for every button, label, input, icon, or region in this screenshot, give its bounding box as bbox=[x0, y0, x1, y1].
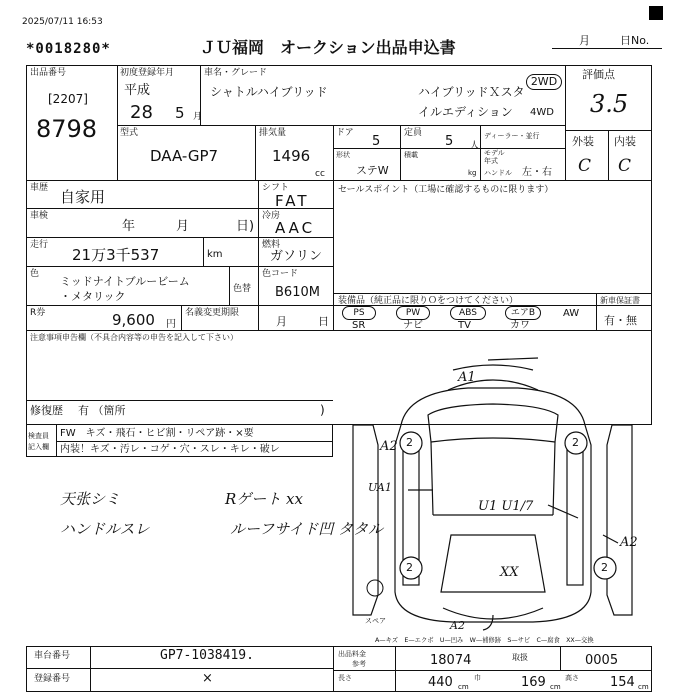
registration-label: 初度登録年月 bbox=[120, 68, 175, 78]
rating-label: 評価点 bbox=[582, 68, 615, 81]
tax-label: R券 bbox=[30, 308, 46, 318]
fuel-label: 燃料 bbox=[262, 240, 281, 250]
lot-code: [2207] bbox=[48, 92, 88, 106]
displacement-unit: cc bbox=[315, 169, 325, 179]
color-line2: ・メタリック bbox=[60, 290, 126, 303]
model-year-label1: モデル bbox=[484, 149, 505, 157]
displacement-label: 排気量 bbox=[259, 128, 287, 138]
capacity-label: 定員 bbox=[404, 128, 423, 138]
size-unit-2: cm bbox=[550, 683, 561, 691]
reg-number-value: × bbox=[202, 671, 213, 686]
handwritten-note-1a: 天张シミ bbox=[60, 490, 121, 508]
tax-value: 9,600 bbox=[112, 311, 155, 329]
color-line1: ミッドナイトブルービーム bbox=[60, 275, 190, 288]
mileage-label: 走行 bbox=[30, 240, 49, 250]
equip-sr: SR bbox=[352, 320, 366, 331]
diagram-label-a2-left: A2 bbox=[380, 439, 398, 454]
corner-marker bbox=[649, 6, 663, 20]
handwritten-note-2a: ハンドルスレ bbox=[60, 520, 150, 538]
handling-label: 取扱 bbox=[512, 653, 528, 662]
tax-unit: 円 bbox=[166, 319, 176, 330]
form-value: ステW bbox=[356, 164, 389, 177]
equip-leather: カワ bbox=[510, 320, 530, 331]
registration-era: 平成 bbox=[124, 83, 151, 98]
size-length: 440 bbox=[428, 675, 453, 690]
color-label: 色 bbox=[30, 269, 40, 279]
interior-grade: C bbox=[618, 156, 632, 176]
displacement-value: 1496 bbox=[272, 147, 311, 165]
equip-navi: ナビ bbox=[403, 320, 423, 331]
color-code-label: 色コード bbox=[262, 269, 299, 279]
handling-value: 0005 bbox=[585, 653, 619, 668]
equip-aw: AW bbox=[563, 308, 580, 319]
reg-number-label: 登録番号 bbox=[34, 674, 71, 684]
fee-label-1: 出品料金 bbox=[338, 650, 366, 658]
size-label-height: 高さ bbox=[565, 674, 579, 682]
type-value: DAA-GP7 bbox=[150, 147, 219, 165]
fee-value: 18074 bbox=[430, 653, 472, 668]
shift-label: シフト bbox=[262, 183, 290, 193]
size-unit-3: cm bbox=[638, 683, 649, 691]
inspection-label: 車検 bbox=[30, 211, 49, 221]
lot-label: 出品番号 bbox=[30, 68, 67, 78]
inspection-items-1: FW キズ・飛石・ヒビ割・リペア跡・×要 bbox=[60, 428, 254, 439]
type-label: 型式 bbox=[120, 128, 139, 138]
damage-legend: A—キズ E—エクボ U—凹み W—補修跡 S—サビ C—腐食 XX—交換 bbox=[375, 637, 594, 644]
drive-2wd: 2WD bbox=[526, 74, 562, 90]
equip-airbag: エアB bbox=[505, 306, 541, 320]
rating-score: 3.5 bbox=[590, 90, 629, 118]
chassis-label: 車台番号 bbox=[34, 651, 71, 661]
aircon-label: 冷房 bbox=[262, 211, 281, 221]
inspector-label: 検査員記入欄 bbox=[28, 432, 49, 451]
sales-point-label: セールスポイント（工場に確認するものに限ります） bbox=[338, 185, 554, 195]
model-label: 車名・グレード bbox=[204, 68, 268, 78]
mileage-value: 21万3千537 bbox=[72, 246, 160, 264]
diagram-label-xx: XX bbox=[500, 565, 519, 580]
doors-value: 5 bbox=[372, 134, 381, 149]
diagram-label-a2-bottom: A2 bbox=[450, 619, 465, 632]
inspection-items-2: 内装！キズ・汚レ・コゲ・穴・スレ・キレ・破レ bbox=[60, 444, 280, 455]
handle-label: ハンドル bbox=[484, 169, 512, 177]
repair-label: 修復歴 bbox=[30, 404, 63, 417]
color-change-label: 色替 bbox=[233, 284, 252, 294]
notes-label: 注意事項申告欄（不具合内容等の申告を記入して下さい） bbox=[30, 333, 238, 342]
equip-abs: ABS bbox=[450, 306, 486, 320]
form-number: *0018280* bbox=[26, 41, 111, 57]
equip-tv: TV bbox=[458, 320, 471, 331]
mileage-unit: km bbox=[207, 249, 223, 260]
handwritten-note-2b: ルーフサイド凹 タタル bbox=[230, 520, 383, 538]
inspection-day: 日) bbox=[236, 219, 255, 234]
diagram-label-a2-right: A2 bbox=[620, 535, 638, 550]
capacity-unit: 人 bbox=[470, 141, 480, 151]
new-warranty-label: 新車保証書 bbox=[600, 296, 640, 305]
repair-value: 有 （箇所 bbox=[78, 404, 126, 417]
size-width: 169 bbox=[521, 675, 546, 690]
equipment-label: 装備品（純正品に限りＯをつけてください） bbox=[338, 296, 519, 306]
timestamp: 2025/07/11 16:53 bbox=[22, 17, 103, 27]
tire-label-rr: 2 bbox=[601, 561, 608, 574]
diagram-label-center: U1 U1/7 bbox=[478, 499, 534, 514]
model-grade-1: ハイブリッドＸスタ bbox=[418, 85, 525, 99]
new-warranty-value: 有・無 bbox=[604, 314, 637, 327]
diagram-label-ua1: UA1 bbox=[368, 481, 392, 494]
drive-4wd: 4WD bbox=[530, 107, 554, 118]
exterior-label: 外装 bbox=[572, 135, 594, 148]
load-label: 積載 bbox=[404, 151, 418, 159]
size-unit-1: cm bbox=[458, 683, 469, 691]
handle-value: 左・右 bbox=[522, 167, 552, 178]
model-name: シャトルハイブリッド bbox=[210, 85, 328, 99]
interior-label: 内装 bbox=[614, 135, 636, 148]
fuel-value: ガソリン bbox=[270, 249, 323, 264]
aircon-value: AAC bbox=[275, 219, 316, 237]
lot-number: 8798 bbox=[36, 115, 98, 143]
tire-label-rl: 2 bbox=[406, 561, 413, 574]
name-change-month: 月 bbox=[276, 315, 287, 328]
header-month: 月 bbox=[579, 34, 590, 47]
form-title: ＪＵ福岡 オークション出品申込書 bbox=[200, 38, 456, 57]
header-line bbox=[552, 48, 662, 49]
registration-month: 5 bbox=[175, 104, 185, 122]
header-day: 日No. bbox=[620, 34, 650, 47]
size-label-length: 長さ bbox=[338, 674, 352, 682]
inspection-month: 月 bbox=[176, 219, 190, 234]
name-change-label: 名義変更期限 bbox=[185, 308, 240, 318]
history-label: 車歴 bbox=[30, 183, 49, 193]
model-grade-2: イルエディション bbox=[418, 105, 513, 119]
diagram-label-a1-top: A1 bbox=[458, 370, 476, 385]
color-code-value: B610M bbox=[275, 285, 320, 300]
fee-label-2: 参考 bbox=[352, 660, 366, 668]
capacity-value: 5 bbox=[445, 134, 454, 149]
doors-label: ドア bbox=[336, 128, 354, 138]
form-label: 形状 bbox=[336, 151, 350, 159]
history-value: 自家用 bbox=[60, 188, 106, 206]
chassis-value: GP7-1038419. bbox=[160, 648, 254, 663]
size-label-width: 巾 bbox=[474, 674, 481, 682]
inspection-year: 年 bbox=[122, 219, 136, 234]
spare-label: スペア bbox=[365, 617, 386, 625]
shift-value: FAT bbox=[275, 192, 310, 210]
dealer-label: ディーラー・並行 bbox=[484, 132, 540, 140]
model-year-label2: 年式 bbox=[484, 157, 498, 165]
handwritten-note-1b: Rゲート xx bbox=[225, 490, 303, 508]
equip-pw: PW bbox=[396, 306, 430, 320]
load-unit: kg bbox=[468, 169, 477, 177]
equip-ps: PS bbox=[342, 306, 376, 320]
name-change-day: 日 bbox=[318, 315, 329, 328]
tire-label-fr: 2 bbox=[572, 436, 579, 449]
tire-label-fl: 2 bbox=[406, 436, 413, 449]
registration-year: 28 bbox=[130, 102, 153, 123]
exterior-grade: C bbox=[578, 156, 592, 176]
size-height: 154 bbox=[610, 675, 635, 690]
registration-month-unit: 月 bbox=[193, 112, 203, 122]
